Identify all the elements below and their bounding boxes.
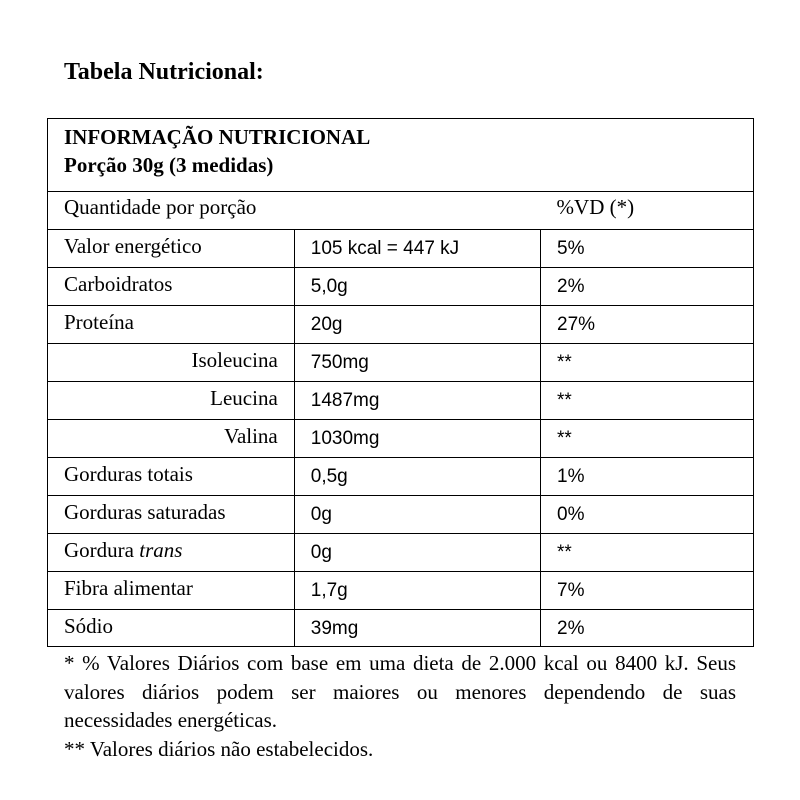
page-title: Tabela Nutricional: xyxy=(64,59,264,85)
table-row xyxy=(48,419,753,457)
nutrient-grid xyxy=(48,191,753,647)
footnotes xyxy=(64,649,736,763)
nutrient-amount: 750mg xyxy=(294,343,540,381)
nutrient-dv: 1% xyxy=(541,457,753,495)
portion-size: Porção 30g (3 medidas) xyxy=(64,153,274,177)
trans-label-prefix: Gordura xyxy=(64,537,140,562)
nutrient-amount: 1,7g xyxy=(294,571,540,609)
nutrient-amount: 1030mg xyxy=(294,419,540,457)
nutrient-label: Carboidratos xyxy=(48,267,294,305)
nutrition-table xyxy=(47,118,754,647)
nutrient-label: Gorduras saturadas xyxy=(48,495,294,533)
nutrient-label: Proteína xyxy=(48,305,294,343)
table-heading: INFORMAÇÃO NUTRICIONAL xyxy=(64,125,371,149)
nutrient-dv: 2% xyxy=(541,609,753,647)
nutrient-dv: ** xyxy=(541,381,753,419)
quantity-header: Quantidade por porção xyxy=(64,195,257,219)
nutrient-label xyxy=(48,533,294,571)
nutrient-amount: 39mg xyxy=(294,609,540,647)
nutrient-label: Fibra alimentar xyxy=(48,571,294,609)
table-row xyxy=(48,343,753,381)
nutrient-dv: ** xyxy=(541,343,753,381)
nutrient-dv: 7% xyxy=(541,571,753,609)
table-row xyxy=(48,495,753,533)
nutrient-label: Sódio xyxy=(48,609,294,647)
table-row xyxy=(48,267,753,305)
nutrient-dv: ** xyxy=(541,533,753,571)
dv-header: %VD (*) xyxy=(556,195,635,219)
nutrient-amount: 1487mg xyxy=(294,381,540,419)
nutrient-dv: 0% xyxy=(541,495,753,533)
nutrient-amount: 0,5g xyxy=(294,457,540,495)
daily-values-footnote: * % Valores Diários com base em uma dieta de 2.000 kcal ou 8400 kJ. Seus valores diários podem ser maiores ou menores dependendo de suas necessidades energéticas. xyxy=(64,651,736,732)
nutrient-dv: 27% xyxy=(541,305,753,343)
table-row xyxy=(48,609,753,647)
nutrient-dv: 5% xyxy=(541,229,753,267)
nutrient-dv: ** xyxy=(541,419,753,457)
nutrient-label: Valor energético xyxy=(48,229,294,267)
table-row xyxy=(48,229,753,267)
nutrient-amount: 20g xyxy=(294,305,540,343)
table-row xyxy=(48,571,753,609)
nutrient-amount: 5,0g xyxy=(294,267,540,305)
table-row xyxy=(48,457,753,495)
nutrient-dv: 2% xyxy=(541,267,753,305)
not-established-footnote: ** Valores diários não estabelecidos. xyxy=(64,736,374,761)
nutrient-sublabel: Valina xyxy=(48,419,294,457)
nutrient-amount: 0g xyxy=(294,533,540,571)
nutrient-amount: 105 kcal = 447 kJ xyxy=(294,229,540,267)
table-header xyxy=(48,119,753,192)
nutrient-sublabel: Leucina xyxy=(48,381,294,419)
table-row xyxy=(48,381,753,419)
nutrient-sublabel: Isoleucina xyxy=(48,343,294,381)
nutrient-amount: 0g xyxy=(294,495,540,533)
nutrient-label: Gorduras totais xyxy=(48,457,294,495)
column-header-row xyxy=(48,191,753,229)
table-row xyxy=(48,305,753,343)
trans-label-italic: trans xyxy=(139,537,183,562)
table-row xyxy=(48,533,753,571)
